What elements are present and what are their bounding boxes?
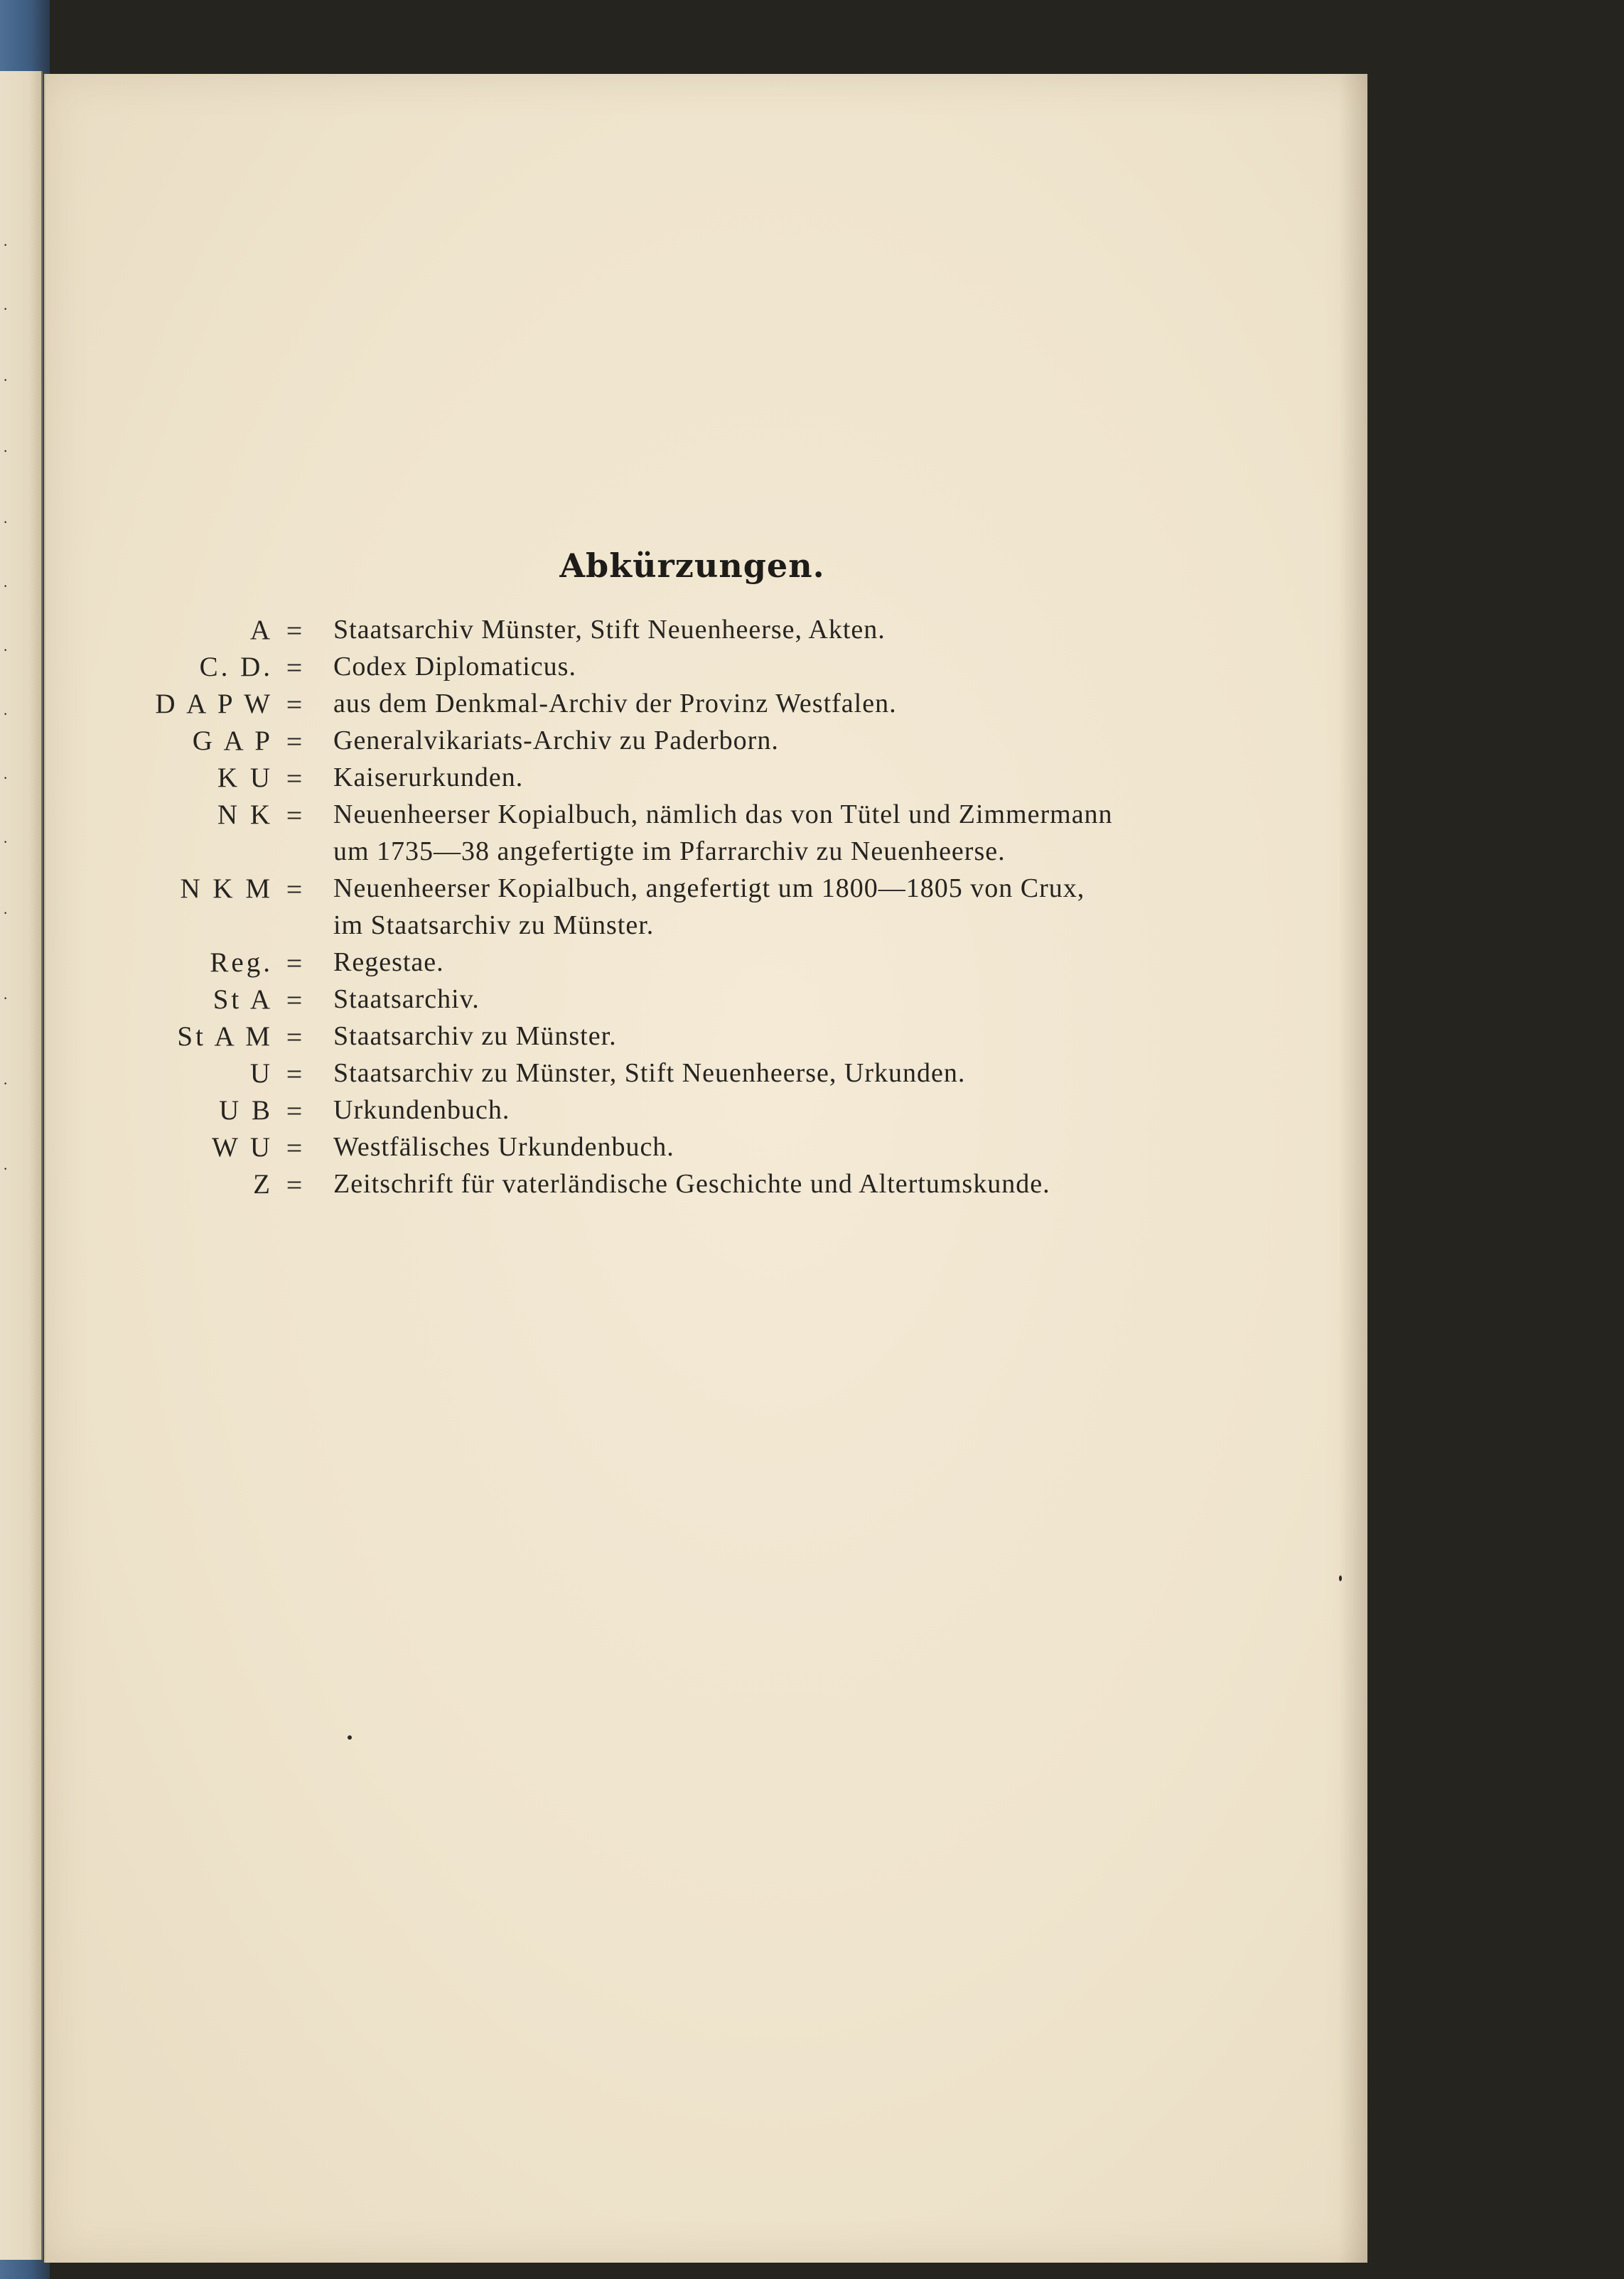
abbreviation-definition: Kaiserurkunden.: [333, 763, 524, 792]
equals-sign: =: [286, 615, 303, 647]
equals-sign: =: [286, 726, 303, 758]
ink-speck: [1339, 1575, 1342, 1581]
equals-sign: =: [286, 1169, 303, 1201]
abbreviation-definition: Staatsarchiv zu Münster, Stift Neuenheerse, Urkunden.: [333, 1058, 966, 1088]
margin-mark: ·: [3, 1074, 9, 1092]
abbreviation-term: Z: [253, 1169, 273, 1200]
page-title: Abkürzungen.: [559, 546, 825, 585]
abbreviation-term: G A P: [192, 726, 273, 756]
equals-sign: =: [286, 652, 303, 684]
margin-mark: ·: [3, 442, 9, 460]
margin-mark: ·: [3, 371, 9, 389]
abbreviation-definition: Staatsarchiv Münster, Stift Neuenheerse, Akten.: [333, 615, 886, 645]
abbreviation-term: St A: [213, 984, 273, 1015]
equals-sign: =: [286, 947, 303, 979]
margin-mark: ·: [3, 833, 9, 851]
abbreviation-definition: Regestae.: [333, 947, 444, 977]
equals-sign: =: [286, 984, 303, 1016]
ink-speck: [348, 1735, 352, 1740]
abbreviation-definition: Neuenheerser Kopialbuch, nämlich das von Tütel und Zimmermann: [333, 799, 1113, 829]
equals-sign: =: [286, 873, 303, 905]
equals-sign: =: [286, 763, 303, 794]
abbreviation-term: U B: [219, 1095, 273, 1126]
abbreviation-definition: Zeitschrift für vaterländische Geschichte und Altertumskunde.: [333, 1169, 1050, 1199]
equals-sign: =: [286, 689, 303, 721]
abbreviation-definition: Codex Diplomaticus.: [333, 652, 576, 681]
margin-mark: ·: [3, 1160, 9, 1178]
margin-mark: ·: [3, 236, 9, 254]
margin-mark: ·: [3, 513, 9, 531]
equals-sign: =: [286, 1132, 303, 1164]
abbreviation-term: N K M: [180, 873, 273, 904]
document-page: [44, 74, 1367, 2263]
margin-mark: ·: [3, 989, 9, 1007]
abbreviation-definition: Staatsarchiv zu Münster.: [333, 1021, 617, 1051]
abbreviation-definition: aus dem Denkmal-Archiv der Provinz Westfalen.: [333, 689, 897, 718]
equals-sign: =: [286, 1058, 303, 1090]
abbreviation-term: Reg.: [210, 947, 273, 978]
previous-page-edge: [0, 71, 43, 2260]
margin-mark: ·: [3, 641, 9, 659]
abbreviation-term: W U: [211, 1132, 273, 1163]
margin-mark: ·: [3, 904, 9, 922]
margin-mark: ·: [3, 769, 9, 787]
equals-sign: =: [286, 799, 303, 831]
margin-mark: ·: [3, 705, 9, 723]
equals-sign: =: [286, 1095, 303, 1127]
equals-sign: =: [286, 1021, 303, 1053]
abbreviation-term: A: [249, 615, 273, 645]
abbreviation-term: N K: [217, 799, 273, 830]
abbreviation-definition: im Staatsarchiv zu Münster.: [333, 910, 655, 940]
abbreviation-definition: Neuenheerser Kopialbuch, angefertigt um 1800—1805 von Crux,: [333, 873, 1085, 903]
abbreviation-term: D A P W: [155, 689, 273, 719]
abbreviation-definition: Staatsarchiv.: [333, 984, 480, 1014]
abbreviation-definition: Generalvikariats-Archiv zu Paderborn.: [333, 726, 779, 755]
abbreviation-definition: Westfälisches Urkundenbuch.: [333, 1132, 674, 1162]
abbreviation-term: U: [249, 1058, 273, 1089]
abbreviation-term: C. D.: [199, 652, 273, 682]
abbreviation-definition: Urkundenbuch.: [333, 1095, 510, 1125]
abbreviation-term: K U: [217, 763, 273, 793]
abbreviation-definition: um 1735—38 angefertigte im Pfarrarchiv zu Neuenheerse.: [333, 836, 1006, 866]
page-edge-shadow: [1339, 74, 1367, 2263]
abbreviation-term: St A M: [177, 1021, 273, 1052]
margin-mark: ·: [3, 300, 9, 318]
margin-mark: ·: [3, 577, 9, 595]
